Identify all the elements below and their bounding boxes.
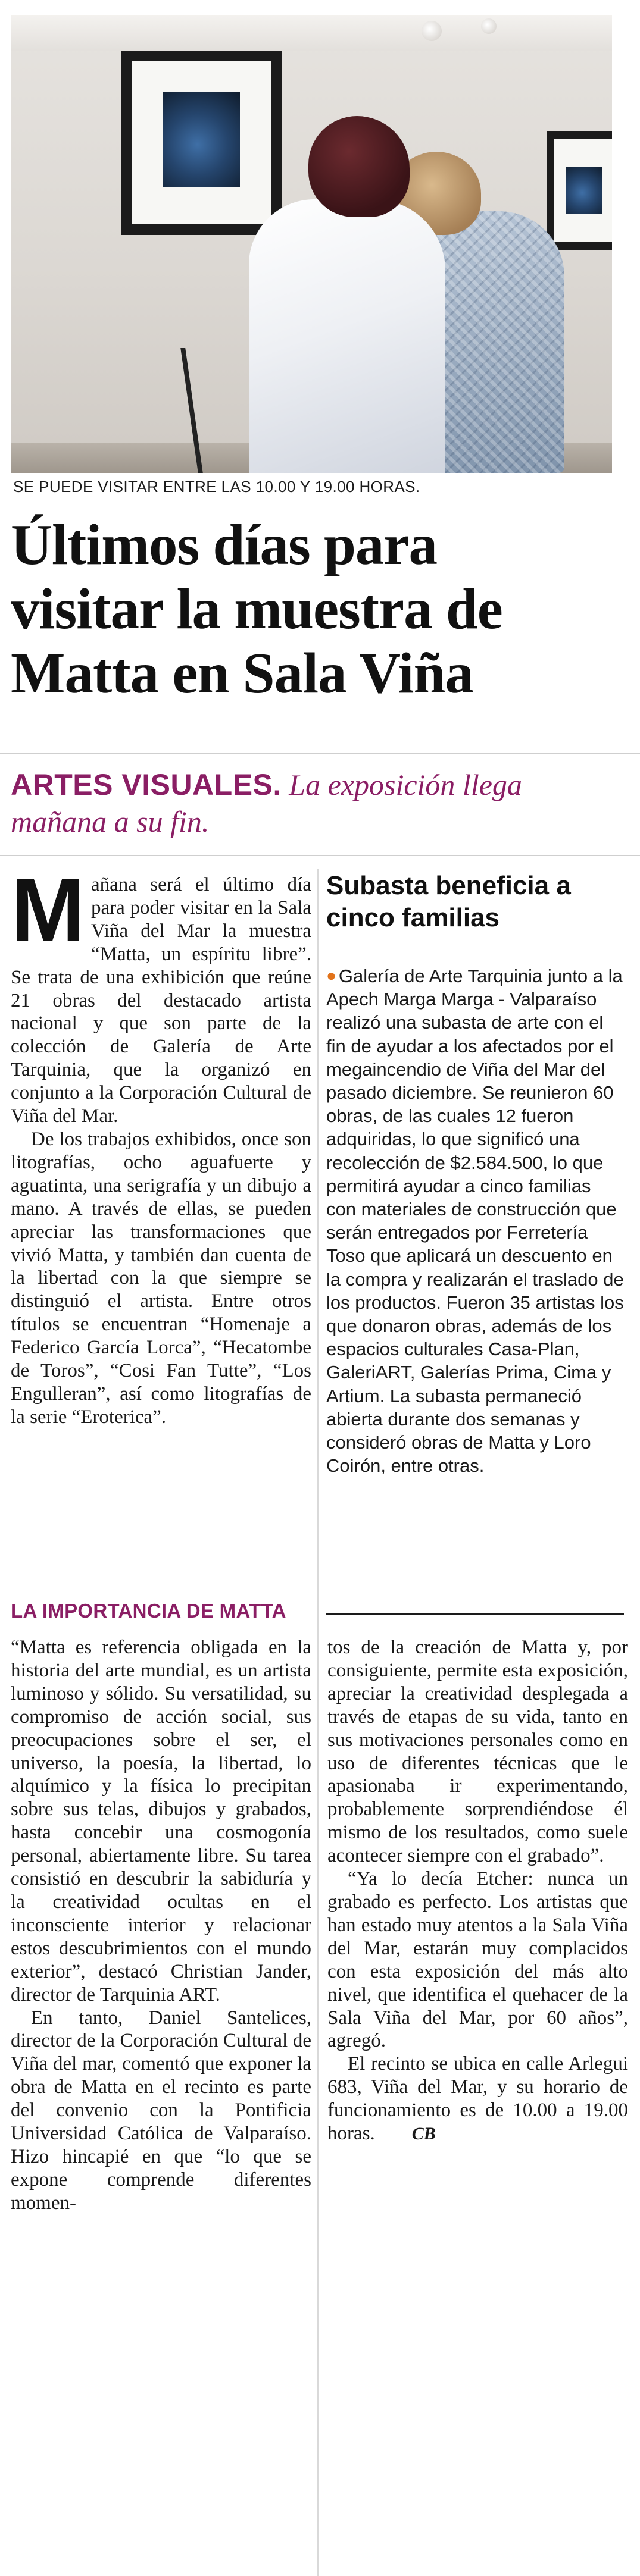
bullet-icon: ● — [326, 966, 336, 985]
body-paragraph — [11, 860, 311, 1128]
sidebar-text — [326, 964, 624, 1477]
photo-visitor-body — [249, 199, 445, 473]
kicker — [11, 766, 624, 840]
section-tag: ARTES VISUALES. — [11, 768, 282, 801]
photo-ceiling-lamp — [481, 18, 497, 34]
body-paragraph: De los trabajos exhibidos, once son litografías, ocho aguafuerte y aguatinta, una serigrafía y un dibujo a mano. A través de ellas, se pueden apreciar las transformaciones que vivió Matta, y también dan cuenta de la libertad con la que siempre se distinguió el artista. Entre otros títulos se encuentran “Homenaje a Federico García Lorca”, “Hecatombe de Toros”, “Cosi Fan Tutte”, “Los Engulleran”, así como litografías de la serie “Eroterica”. — [11, 1128, 311, 1428]
drop-cap: M — [11, 860, 85, 960]
paragraph-text: El recinto se ubica en calle Arlegui 683, Viña del Mar, y su horario de funcionamiento es de 10.00 a 19.00 horas. — [327, 2053, 628, 2145]
body-paragraph: “Ya lo decía Etcher: nunca un grabado es perfecto. Los artistas que han estado muy atentos a la Sala Viña del Mar, estarán muy complacidos con esta exposición del más alto nivel, que identifica el quehacer de la Sala Viña del Mar, por 60 años”, agregó. — [327, 1868, 628, 2052]
article-column-right-bottom — [327, 1636, 628, 2146]
end-mark-icon: CB — [411, 2124, 436, 2144]
article-column-left-bottom — [11, 1636, 311, 2215]
headline — [11, 513, 618, 706]
photo-ceiling — [11, 15, 612, 51]
article-column-left-top — [11, 860, 311, 1429]
paragraph-text: añana será el último día para poder visitar en la Sala Viña del Mar la muestra “Matta, un espíritu libre”. Se trata de una exhibición que reúne 21 obras del destacado artista nacional y que son parte de la colección de Galería de Arte Tarquinia, que la organizó en conjunto a la Corporación Cultural de Viña del Mar. — [11, 874, 311, 1127]
photo-visitor-hair — [308, 116, 410, 217]
body-paragraph: En tanto, Daniel Santelices, director de la Corporación Cultural de Viña del mar, comentó que exponer la obra de Matta en el recinto es parte del convenio con la Pontificia Universidad Católica de Valparaíso. Hizo hincapié en que “lo que se expone comprende diferentes momen- — [11, 2007, 311, 2214]
sidebar-title: Subasta beneficia a cinco familias — [326, 871, 571, 932]
section-divider — [0, 855, 640, 856]
body-paragraph — [327, 2052, 628, 2146]
column-divider — [317, 869, 319, 2576]
headline-line: Matta en Sala Viña — [11, 641, 473, 705]
sidebar-body: Galería de Arte Tarquinia junto a la Apech Marga Marga - Valparaíso realizó una subasta de arte con el fin de ayudar a los afectados por el megaincendio de Viña del Mar del pasado diciembre. Se reunieron 60 obras, de las cuales 12 fueron adquiridas, lo que significó una recolección de $2.584.500, lo que permitirá ayudar a cinco familias con materiales de construcción que serán entregados por Ferretería Toso que aplicará un descuento en la compra y realizarán el traslado de los productos. Fueron 35 artistas los que donaron obras, además de los espacios culturales Casa-Plan, GaleriART, Galerías Prima, Cima y Artium. La subasta permaneció abierta durante dos semanas y consideró obras de Matta y Loro Coirón, entre otras. — [326, 966, 624, 1477]
photo-artwork-frame — [121, 51, 282, 235]
body-paragraph: tos de la creación de Matta y, por consiguiente, permite esta exposición, apreciar la creatividad desplegada a través de etapas de su vida, tanto en sus motivaciones personales como en uso de diferentes técnicas que le apasionaba ir experimentando, probablemente sorprendiéndose él mismo de los resultados, como suele acontecer siempre con el grabado”. — [327, 1637, 628, 1867]
article-photo — [11, 15, 612, 473]
body-paragraph: “Matta es referencia obligada en la historia del arte mundial, es un artista luminoso y sólido. Su versatilidad, su compromiso de acción social, sus preocupaciones sobre el ser, el universo, la poesía, la libertad, lo alquímico y la física lo precipitan sobre sus telas, dibujos y grabados, hasta concebir una cosmogonía personal, abiertamente libre. Su tarea consistió en descubrir la sabiduría y la creatividad ocultas en el inconsciente interior y relacionar estos descubrimientos con el mundo exterior”, destacó Christian Jander, director de Tarquinia ART. — [11, 1637, 311, 2005]
headline-line: visitar la muestra de — [11, 577, 502, 641]
subheading: LA IMPORTANCIA DE MATTA — [11, 1600, 286, 1622]
photo-artwork-frame — [547, 131, 612, 250]
section-divider — [0, 753, 640, 754]
headline-line: Últimos días para — [11, 513, 437, 576]
lead-sentence: La exposición llega mañana a su fin. — [11, 768, 522, 838]
sidebar-bottom-rule — [326, 1613, 624, 1615]
photo-ceiling-lamp — [422, 21, 442, 41]
photo-caption: SE PUEDE VISITAR ENTRE LAS 10.00 Y 19.00 HORAS. — [13, 478, 420, 496]
